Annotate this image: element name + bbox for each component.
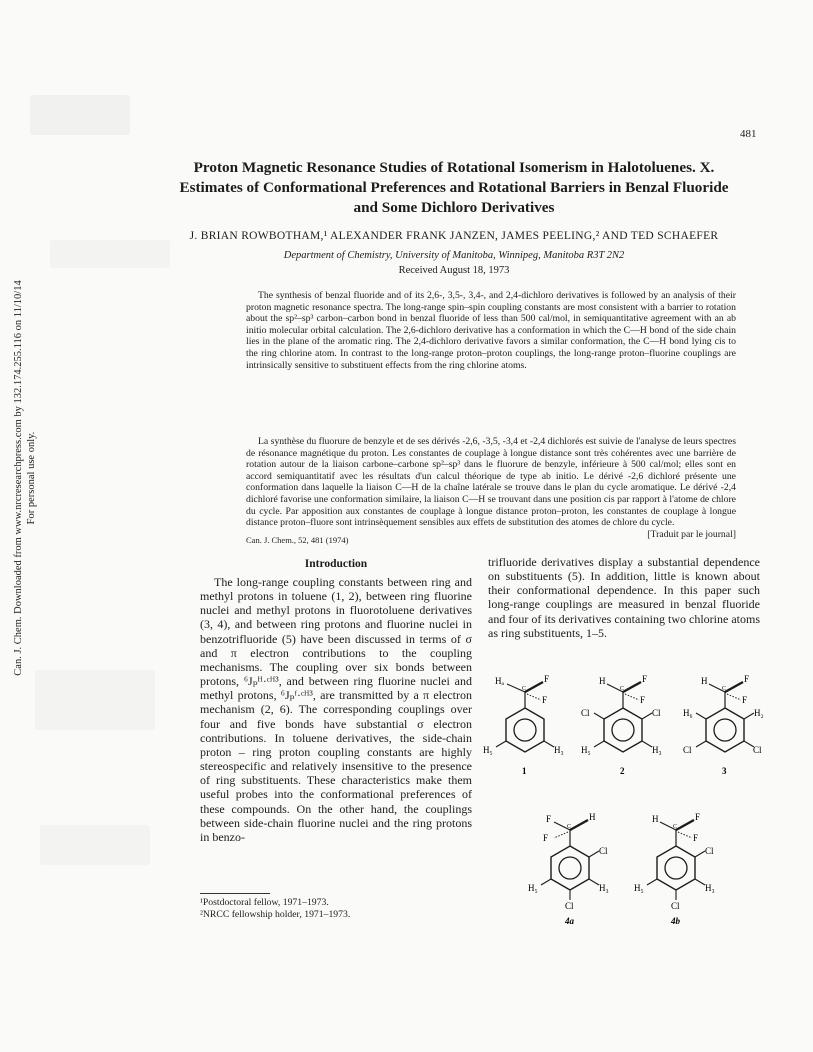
structure-label: 4b (671, 916, 680, 926)
atom-label: F (693, 833, 699, 843)
atom-label: H₃ (705, 883, 715, 893)
atom-label: H₃ (599, 883, 609, 893)
atom-label: C (722, 686, 727, 692)
atom-label: C (673, 824, 678, 830)
atom-label: Cl (683, 745, 692, 755)
abstract-french (246, 436, 736, 540)
atom-label: H (589, 812, 596, 822)
atom-label: H₅ (634, 883, 644, 893)
atom-label: C (567, 824, 572, 830)
atom-label: H₃ (652, 745, 662, 755)
structure-label: 2 (620, 766, 625, 776)
body-column-left (200, 575, 472, 844)
body-paragraph: trifluoride derivatives display a substantial dependence on substituents (5). In addition, little is known about their conformational dependence. In this paper such long-range couplings are measured in benzal fluoride and four of its derivatives containing two chlorine atoms as ring substituents, 1–5. (488, 555, 760, 640)
atom-label: Cl (652, 708, 661, 718)
atom-label: H (599, 676, 606, 686)
download-notice-line1: Can. J. Chem. Downloaded from www.nrcresearchpress.com by 132.174.255.116 on 11/10/14 (13, 280, 24, 676)
structure-4a (528, 812, 609, 926)
atom-label: F (744, 674, 750, 684)
atom-label: F (544, 674, 550, 684)
scan-noise (50, 240, 170, 268)
chemical-structures-diagram (480, 668, 780, 938)
download-notice-text (12, 243, 38, 713)
affiliation: Department of Chemistry, University of Manitoba, Winnipeg, Manitoba R3T 2N2 (283, 250, 625, 261)
abstract-french-text: La synthèse du fluorure de benzyle et de ses dérivés -2,6, -3,5, -3,4 et -2,4 dichlorés est suivie de l'analyse de leurs spectres de résonance magnétique du proton. Les constantes de couplage à longue distance sont très cohérentes avec une barrière de rotation autour de la liaison carbone–carbone sp²–sp³ dans le fluorure de benzyle, inférieure à 500 cal/mol; elles sont en accord semiquantitatif avec les résultats d'un calcul théorique de type ab initio. Le dérivé -2,6 dichloré présente une conformation dans laquelle la liaison C—H de la chaîne latérale se trouve dans le plan du cycle aromatique. Le dérivé -2,4 dichloré favorise une conformation similaire, la liaison C—H se trouvant dans une position cis par rapport à l'atome de chlore du cycle. Par apposition aux constantes de couplage à longue distance proton–proton, les constantes de couplage à longue distance proton–fluore sont intrinsèquement sensibles aux effets de substitution des atomes de chlore du cycle. (246, 436, 736, 529)
download-notice (2, 215, 42, 735)
scan-noise (35, 670, 155, 730)
structure-4b (634, 812, 715, 926)
atom-label: H (701, 676, 708, 686)
atom-label: Hₐ (495, 676, 504, 686)
abstract-english (246, 290, 736, 371)
atom-label: Cl (565, 901, 574, 911)
atom-label: Cl (753, 745, 762, 755)
atom-label: F (742, 695, 748, 705)
structure-label: 3 (722, 766, 727, 776)
atom-label: Cl (599, 846, 608, 856)
atom-label: H₂ (754, 708, 764, 718)
structure-2 (581, 674, 662, 776)
scan-noise (30, 95, 130, 135)
footnote-2: ²NRCC fellowship holder, 1971–1973. (200, 909, 351, 920)
atom-label: C (620, 686, 625, 692)
atom-label: H₆ (683, 708, 693, 718)
section-heading-introduction: Introduction (304, 558, 368, 570)
structure-label: 1 (522, 766, 527, 776)
structure-3 (683, 674, 764, 776)
atom-label: C (522, 686, 527, 692)
structure-label: 4a (565, 916, 574, 926)
atom-label: Cl (671, 901, 680, 911)
atom-label: F (642, 674, 648, 684)
atom-label: Cl (705, 846, 714, 856)
atom-label: F (640, 695, 646, 705)
atom-label: F (695, 812, 701, 822)
atom-label: Cl (581, 708, 590, 718)
atom-label: H₅ (581, 745, 591, 755)
author-list: J. BRIAN ROWBOTHAM,¹ ALEXANDER FRANK JANZEN, JAMES PEELING,² AND TED SCHAEFER (189, 230, 719, 242)
structure-1 (483, 674, 564, 776)
page-number: 481 (740, 128, 757, 140)
abstract-english-text: The synthesis of benzal fluoride and of its 2,6-, 3,5-, 3,4-, and 2,4-dichloro derivatives is followed by an analysis of their proton magnetic resonance spectra. The long-range spin–spin coupling constants are most consistent with a barrier to rotation about the sp²–sp³ carbon–carbon bond in benzal fluoride of less than 500 cal/mol, in semiquantitative agreement with an ab initio molecular orbital calculation. The 2,6-dichloro derivative has a conformation in which the C—H bond of the side chain lies in the plane of the aromatic ring. The 2,4-dichloro derivative favors a similar conformation, the C—H bond lying cis to the ring chlorine atom. In contrast to the long-range proton–proton couplings, the long-range proton–fluorine couplings are intrinsically sensitive to substituent effects from the ring chlorine atoms. (246, 290, 736, 371)
atom-label: H₅ (483, 745, 493, 755)
download-notice-line2: For personal use only. (26, 431, 37, 525)
translation-note: [Traduit par le journal] (647, 528, 736, 540)
atom-label: H (652, 814, 659, 824)
body-paragraph: The long-range coupling constants between ring and methyl protons in toluene (1, 2), between ring fluorine nuclei and methyl protons in fluorotoluene derivatives (3, 4), and between ring protons and fluorine nuclei in benzotrifluoride (5) have been discussed in terms of σ and π electron contributions to the coupling mechanisms. The coupling over six bonds between protons, ⁶Jₚᴴ·ᶜᴴ³, and between ring fluorine nuclei and methyl protons, ⁶Jₚᶠ·ᶜᴴ³, are transmitted by a π electron mechanism (2, 6). The corresponding couplings over four and five bonds have substantial σ electron contributions. In toluene derivatives, the side-chain proton – ring proton coupling constants are highly stereospecific and relatively insensitive to the presence of ring substituents. These characteristics make them useful probes into the conformational preferences of these compounds. On the other hand, the couplings between side-chain fluorine nuclei and the ring protons in benzo- (200, 575, 472, 844)
atom-label: F (542, 695, 548, 705)
received-date: Received August 18, 1973 (398, 265, 510, 276)
footnote-rule (200, 893, 270, 894)
footnote-1: ¹Postdoctoral fellow, 1971–1973. (200, 897, 329, 908)
journal-citation: Can. J. Chem., 52, 481 (1974) (246, 535, 349, 545)
paper-title: Proton Magnetic Resonance Studies of Rotational Isomerism in Halotoluenes. X. Estimates of Conformational Preferences and Rotational Barriers in Benzal Fluoride and Some Dichloro Derivatives (179, 159, 729, 216)
body-column-right (488, 555, 760, 640)
atom-label: H₅ (528, 883, 538, 893)
atom-label: F (546, 814, 552, 824)
atom-label: H₃ (554, 745, 564, 755)
scan-noise (40, 825, 150, 865)
atom-label: F (543, 833, 549, 843)
